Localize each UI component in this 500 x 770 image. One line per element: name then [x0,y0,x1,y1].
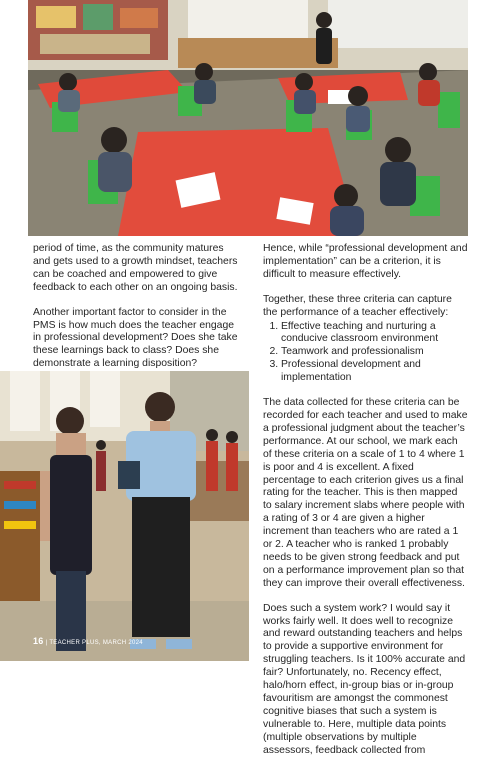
paragraph: Does such a system work? I would say it works fairly well. It does well to recognize and reward outstanding teachers and helps to provide a supportive environment for struggling teachers. Is it 100% accurate and fair? Unfortunately, no. Recency effect, halo/horn effect, in-group bias or in-group favouritism are amongst the commonest cognitive biases that such a system is vulnerable to. Here, multiple data points (multiple observations by multiple assessors, feedback collected from [263,602,466,756]
teachers-photo [0,371,249,661]
paragraph: Another important factor to consider in the PMS is how much does the teacher engage in professional development? Does she take these learnings back to class? Does she demonstrate a learning disposition? [33,306,238,370]
right-column [263,243,468,770]
paragraph: Together, these three criteria can capture the performance of a teacher effectively: [263,293,452,318]
criteria-list [263,321,468,386]
paragraph: The data collected for these criteria can be recorded for each teacher and used to make a professional judgment about the teacher’s performance. At our school, we mark each of these criteria on a scale of 1 to 4 where 1 is poor and 4 is excellent. A fixed percentage to each criterion gives us a final rating for the teacher. This is then mapped to salary increment slabs where people with a rating of 3 or 4 are given a higher increment than teachers who are rated a 1 or 2. A teacher who is ranked 1 probably needs to be given strong feedback and put on a performance improvement plan so that they can improve their overall effectiveness. [263,397,468,589]
list-item: 2. Teamwork and professionalism [281,346,468,359]
list-item: 1. Effective teaching and nurturing a conducive classroom environment [281,321,468,347]
publication-name: TEACHER PLUS, MARCH 2024 [49,640,143,646]
classroom-photo [28,0,468,236]
footer-separator: | [45,640,50,646]
page-footer [33,636,143,646]
list-item: 3. Professional development and implementation [281,359,468,385]
paragraph: Hence, while “professional development and implementation” can be a criterion, it is difficult to measure effectively. [263,243,468,280]
page-number: 16 [33,636,44,646]
paragraph: period of time, as the community matures and gets used to a growth mindset, teachers can be coached and empowered to give feedback to each other on an ongoing basis. [33,243,238,293]
